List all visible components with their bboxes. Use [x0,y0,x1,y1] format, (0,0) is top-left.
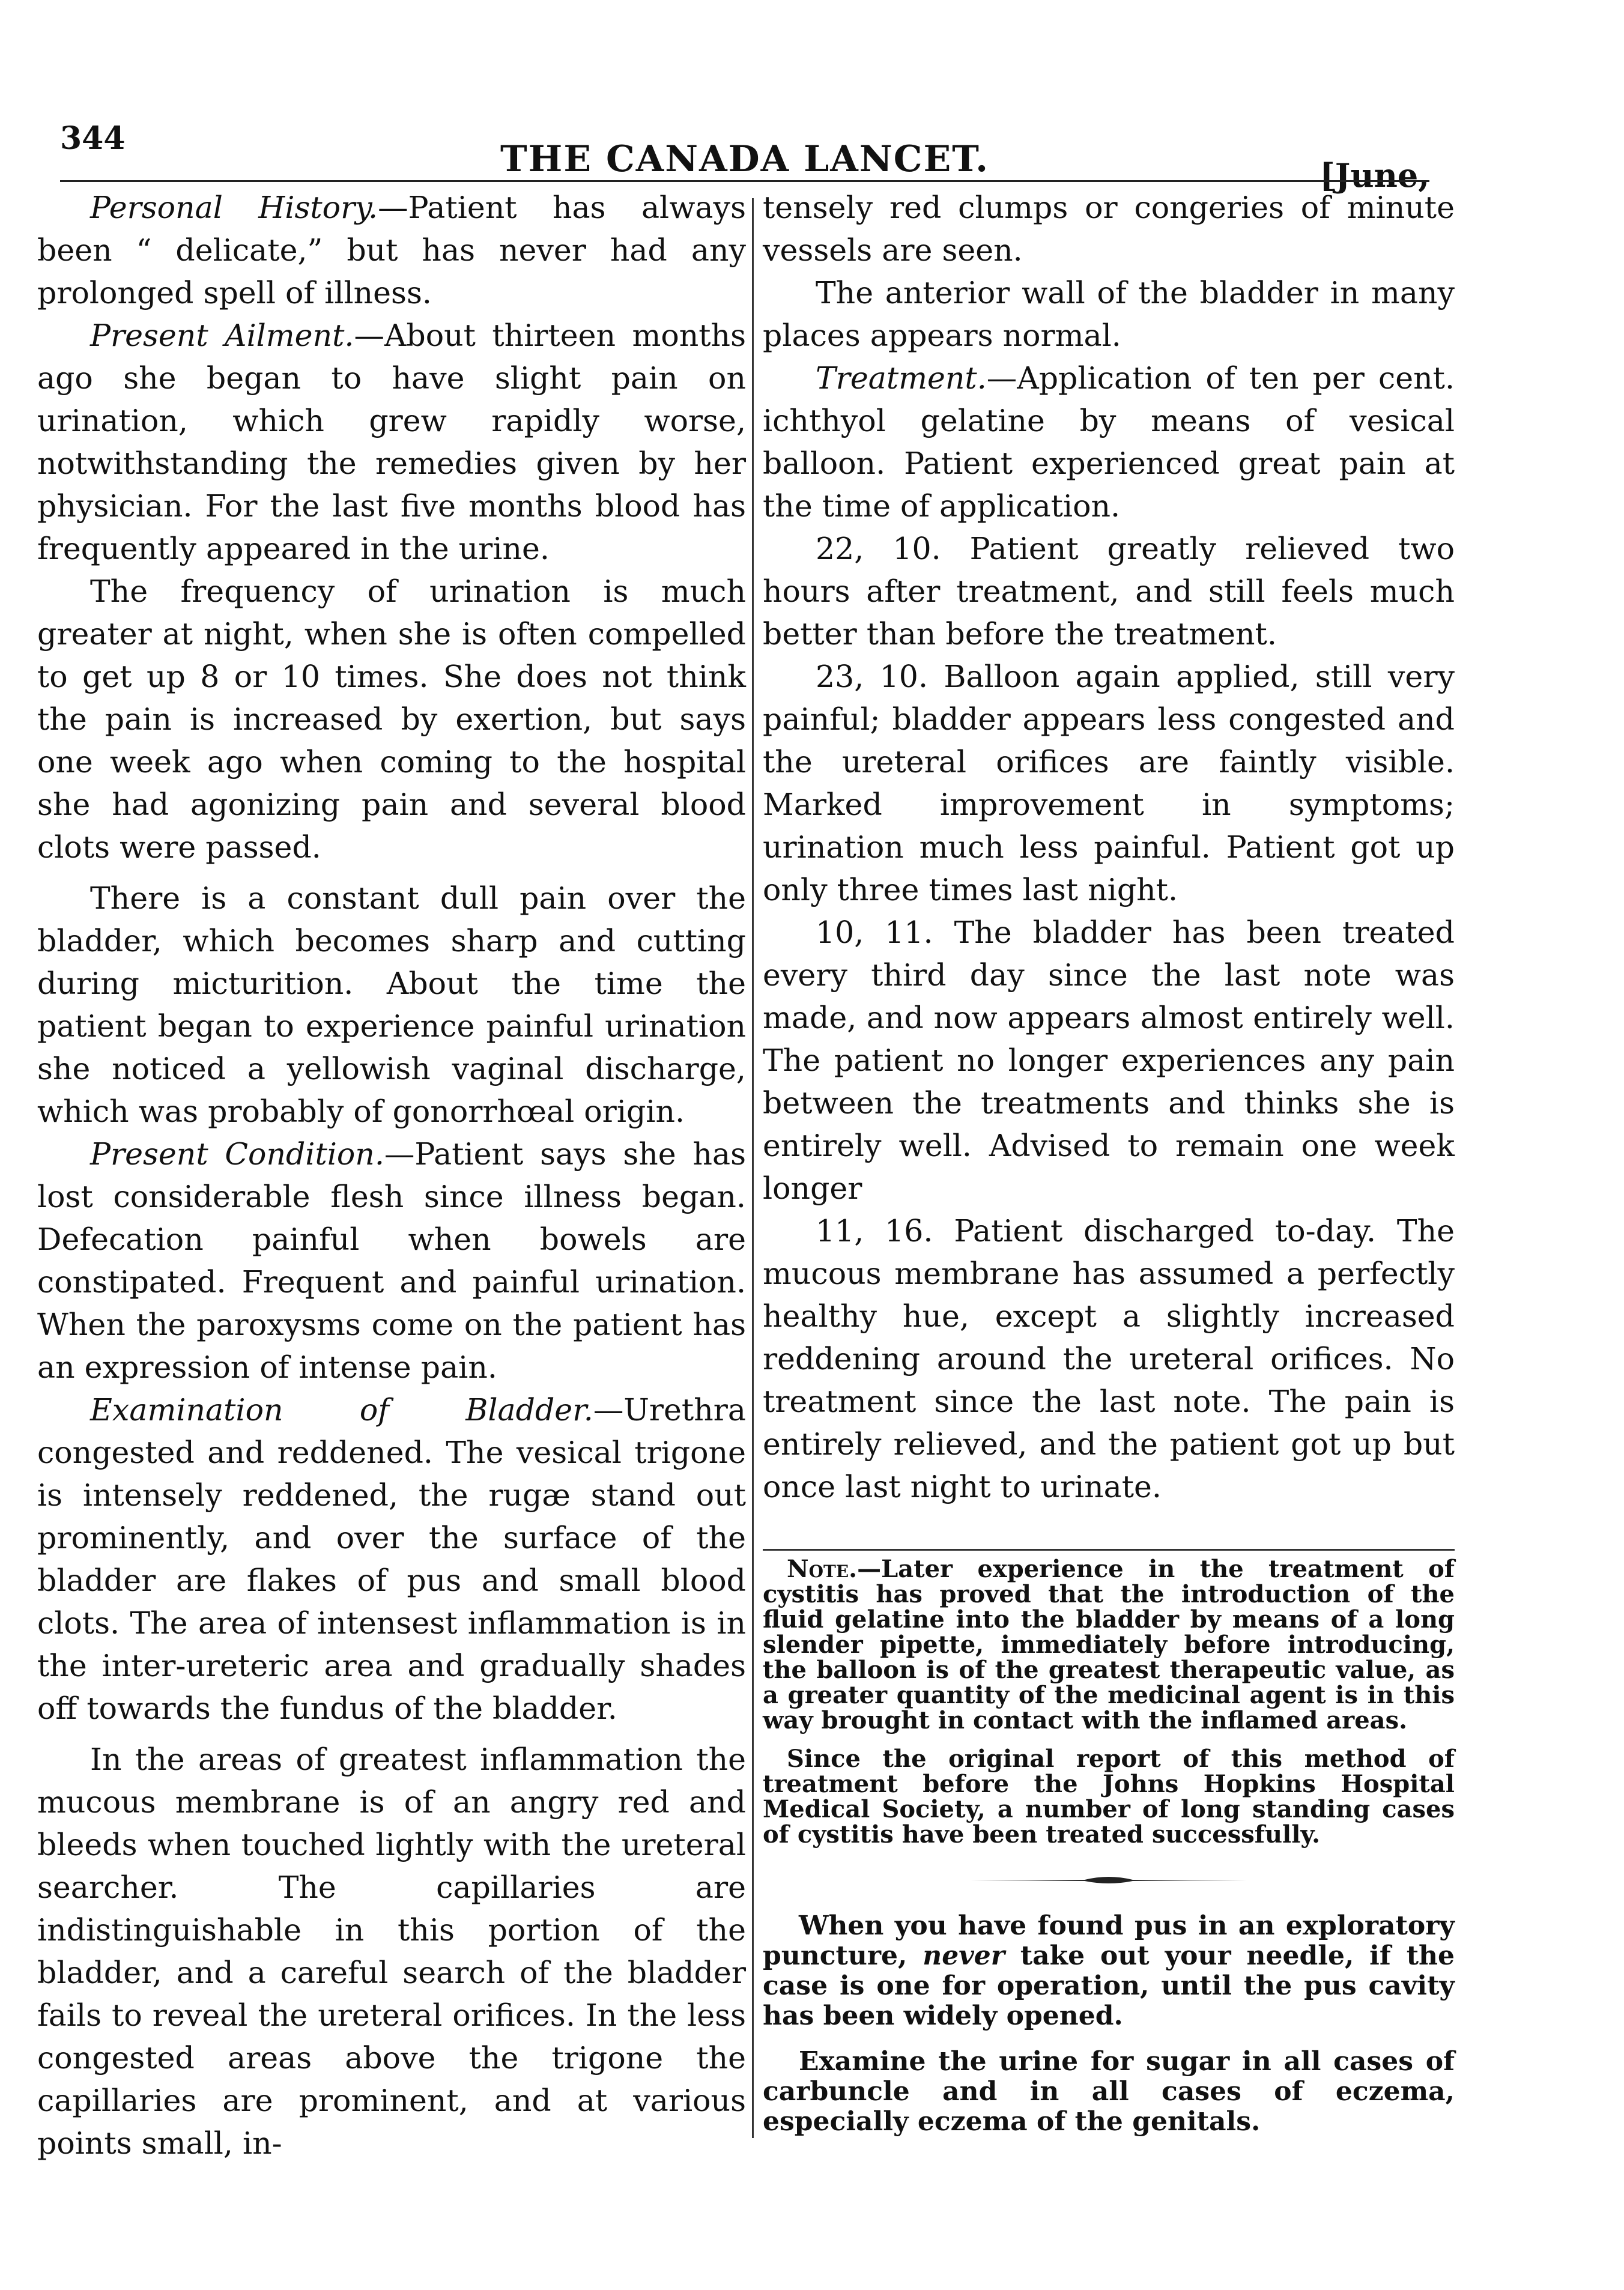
column-divider [752,198,754,2138]
paragraph [37,314,746,570]
header-rule [60,180,1429,182]
paragraph-text: —About thirteen months ago she began to have slight pain on urination, which grew rapidly worse, notwithstanding the remedies given by her physician. For the last five months blood has frequently appeared in the urine. [37,318,746,566]
paragraph-text: The anterior wall of the bladder in many places appears normal. [763,275,1455,353]
paragraph-text: —Application of ten per cent. ichthyol gelatine by means of vesical balloon. Patient experienced great pain at the time of application. [763,360,1455,524]
paragraph-lead: Present Ailment. [90,318,354,353]
footnote-text: Since the original report of this method of treatment before the Johns Hopkins Hospital Medical Society, a number of long standing cases of cystitis have been treated successfully. [763,1745,1455,1849]
clinical-tips [763,1911,1455,2137]
left-column [37,186,746,2164]
tip-text: Examine the urine for sugar in all cases of carbuncle and in all cases of eczema, especially eczema of the genitals. [763,2046,1455,2137]
paragraph-text: There is a constant dull pain over the bladder, which becomes sharp and cutting during micturition. About the time the patient began to experience painful urination she noticed a yellowish vaginal discharge, which was probably of gonorrhœal origin. [37,880,746,1129]
paragraph [763,186,1455,271]
paragraph-lead: Present Condition. [90,1136,384,1172]
paragraph [763,1210,1455,1508]
tip-paragraph [763,2047,1455,2137]
tip-emphasis: never [923,1940,1005,1971]
paragraph [37,570,746,868]
footnote [763,1557,1455,1847]
page-header [60,120,1429,195]
paragraph-text: 11, 16. Patient discharged to-day. The mucous membrane has assumed a perfectly healthy hue, except a slightly increased reddening around the ureteral orifices. No treatment since the last note. The pain is entirely relieved, and the patient got up but once last night to urinate. [763,1213,1455,1504]
paragraph [37,877,746,1133]
paragraph [763,357,1455,527]
paragraph-text: —Patient has always been “ delicate,” but has never had any prolonged spell of illness. [37,190,746,310]
footnote-text: —Later experience in the treatment of cystitis has proved that the introduction of the fluid gelatine into the bladder by means of a long slender pipette, immediately before introducing, the balloon is of the greatest therapeutic value, as a greater quantity of the medicinal agent is in this way brought in contact with the inflamed areas. [763,1555,1455,1734]
paragraph-text: —Urethra congested and reddened. The vesical trigone is intensely reddened, the rugæ stand out prominently, and over the surface of the bladder are flakes of pus and small blood clots. The area of intensest inflammation is in the inter-ureteric area and gradually shades off towards the fundus of the bladder. [37,1392,746,1726]
paragraph-text: In the areas of greatest inflammation the mucous membrane is of an angry red and bleeds when touched lightly with the ureteral searcher. The capillaries are indistinguishable in this portion of the bladder, and a careful search of the bladder fails to reveal the ureteral orifices. In the less congested areas above the trigone the capillaries are prominent, and at various points small, in- [37,1742,746,2161]
issue-month: [June, [1320,156,1429,195]
paragraph [763,271,1455,357]
footnote-paragraph [763,1557,1455,1733]
note-rule [763,1549,1455,1551]
right-column [763,186,1455,2152]
paragraph-text: 22, 10. Patient greatly relieved two hours after treatment, and still feels much better than before the treatment. [763,531,1455,652]
paragraph [37,1133,746,1389]
paragraph [37,186,746,314]
paragraph-lead: Examination of Bladder. [90,1392,593,1428]
paragraph-text: 10, 11. The bladder has been treated every third day since the last note was made, and now appears almost entirely well. The patient no longer experiences any pain between the treatments and thinks she is entirely well. Advised to remain one week longer [763,915,1455,1206]
paragraph-lead: Personal History. [90,190,378,225]
ornamental-rule-icon [971,1873,1247,1887]
tip-text: take out your needle, if the case is one for operation, until the pus cavity has been widely opened. [763,1940,1455,2031]
paragraph [763,655,1455,911]
tip-text: When you have found pus in an exploratory puncture, [763,1910,1455,1971]
paragraph-lead: Treatment. [816,360,987,396]
journal-title: THE CANADA LANCET. [500,138,989,180]
paragraph [763,527,1455,655]
paragraph-text: The frequency of urination is much greater at night, when she is often compelled to get up 8 or 10 times. She does not think the pain is increased by exertion, but says one week ago when coming to the hospital she had agonizing pain and several blood clots were passed. [37,574,746,865]
paragraph-text: —Patient says she has lost considerable flesh since illness began. Defecation painful when bowels are constipated. Frequent and painful urination. When the paroxysms come on the patient has an expression of intense pain. [37,1136,746,1385]
page-number: 344 [60,120,126,157]
tip-paragraph [763,1911,1455,2031]
footnote-label: Note. [787,1555,858,1583]
paragraph-text: 23, 10. Balloon again applied, still very painful; bladder appears less congested and the ureteral orifices are faintly visible. Marked improvement in symptoms; urination much less painful. Patient got up only three times last night. [763,659,1455,907]
paragraph [37,1738,746,2164]
footnote-paragraph [763,1746,1455,1847]
paragraph-text: tensely red clumps or congeries of minute vessels are seen. [763,190,1455,268]
paragraph [37,1389,746,1730]
paragraph [763,911,1455,1210]
